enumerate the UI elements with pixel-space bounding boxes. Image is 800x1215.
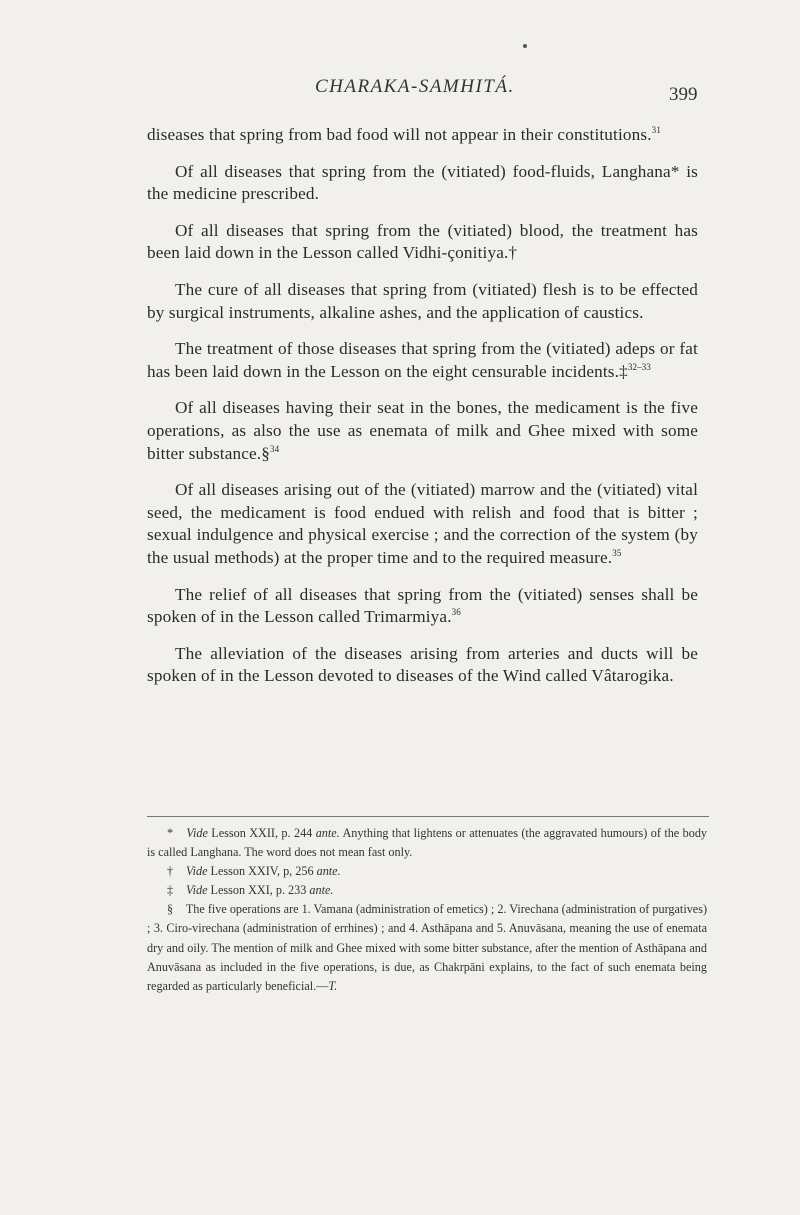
double-dagger-mark: ‡ <box>167 883 174 898</box>
main-text <box>147 124 698 688</box>
ref-32-33: 32–33 <box>627 361 652 372</box>
footnote-4-text: The five operations are 1. Vamana (administration of emetics) ; 2. Virechana (administration of purgatives) ; 3. Ciro-virechana (administration of errhines) ; and 4. Asthāpana and 5. Anuvāsana, meaning the use of enemata dry and oily. The mention of milk and Ghee mixed with some bitter substance, after the mention of Asthāpana and Anuvāsana as included in the five operations, is due, as Chakrpāni explains, to the fact of such enemata being regarded as particularly beneficial.— <box>147 902 708 993</box>
footnote-3-vide: Vide <box>186 883 208 898</box>
paragraph-1-text: diseases that spring from bad food will not appear in their constitutions. <box>147 125 652 144</box>
page-number: 399 <box>669 84 698 105</box>
footnote-divider <box>147 816 709 817</box>
footnote-2-ante: ante. <box>316 864 341 879</box>
ref-35: 35 <box>612 547 622 558</box>
footnote-1-ante: ante. <box>315 826 340 840</box>
footnote-1-vide: Vide <box>186 826 208 840</box>
footnote-4 <box>147 900 707 995</box>
paragraph-2: Of all diseases that spring from the (vitiated) food-fluids, Langhana* is the medicine prescribed. <box>147 161 698 204</box>
print-speck <box>523 44 527 48</box>
running-head: CHARAKA-SAMHITÁ. <box>315 76 515 97</box>
footnotes <box>147 824 707 996</box>
paragraph-9: The alleviation of the diseases arising from arteries and ducts will be spoken of in the Lesson devoted to diseases of the Wind called Vâtarogika. <box>147 643 698 686</box>
footnote-2-text: Lesson XXIV, p, 256 <box>210 864 314 879</box>
footnote-1-text-a: Lesson XXII, p. 244 <box>211 826 313 840</box>
footnote-1-text-b: Anything that lightens or attenuates (the aggravated humours) of the body is called Langhana. The word does not mean fast only. <box>147 826 708 860</box>
paragraph-8-text: The relief of all diseases that spring from the (vitiated) senses shall be spoken of in the Lesson called Trimarmiya. <box>147 584 698 627</box>
footnote-4-signature: T. <box>328 978 338 993</box>
footnote-2 <box>147 862 707 881</box>
footnote-2-vide: Vide <box>186 864 208 879</box>
footnote-3 <box>147 881 707 900</box>
paragraph-1 <box>147 124 698 147</box>
dagger-mark: † <box>167 864 174 879</box>
paragraph-6 <box>147 397 698 465</box>
section-mark: § <box>167 902 174 917</box>
paragraph-4: The cure of all diseases that spring from (vitiated) flesh is to be effected by surgical instruments, alkaline ashes, and the application of caustics. <box>147 279 698 322</box>
footnote-1 <box>147 824 707 862</box>
ref-31: 31 <box>651 125 661 135</box>
ref-36: 36 <box>451 607 461 618</box>
footnote-3-ante: ante. <box>309 883 334 898</box>
paragraph-7 <box>147 479 698 569</box>
paragraph-3: Of all diseases that spring from the (vitiated) blood, the treatment has been laid down in the Lesson called Vidhi-çonitiya.† <box>147 220 698 263</box>
paragraph-5 <box>147 338 698 383</box>
ref-34: 34 <box>269 443 280 454</box>
paragraph-6-text: Of all diseases having their seat in the bones, the medicament is the five operations, as also the use as enemata of milk and Ghee mixed with some bitter substance.§ <box>147 398 698 463</box>
paragraph-5-text: The treatment of those diseases that spring from the (vitiated) adeps or fat has been laid down in the Lesson on the eight censurable incidents.‡ <box>147 339 698 381</box>
asterisk-mark: * <box>167 826 174 840</box>
paragraph-8 <box>147 584 698 629</box>
paragraph-7-text: Of all diseases arising out of the (vitiated) marrow and the (vitiated) vital seed, the medicament is food endued with relish and food that is bitter ; sexual indulgence and physical exercise ; and the correction of the system (by the usual methods) at the proper time and to the required measure. <box>147 480 698 567</box>
footnote-3-text: Lesson XXI, p. 233 <box>210 883 307 898</box>
